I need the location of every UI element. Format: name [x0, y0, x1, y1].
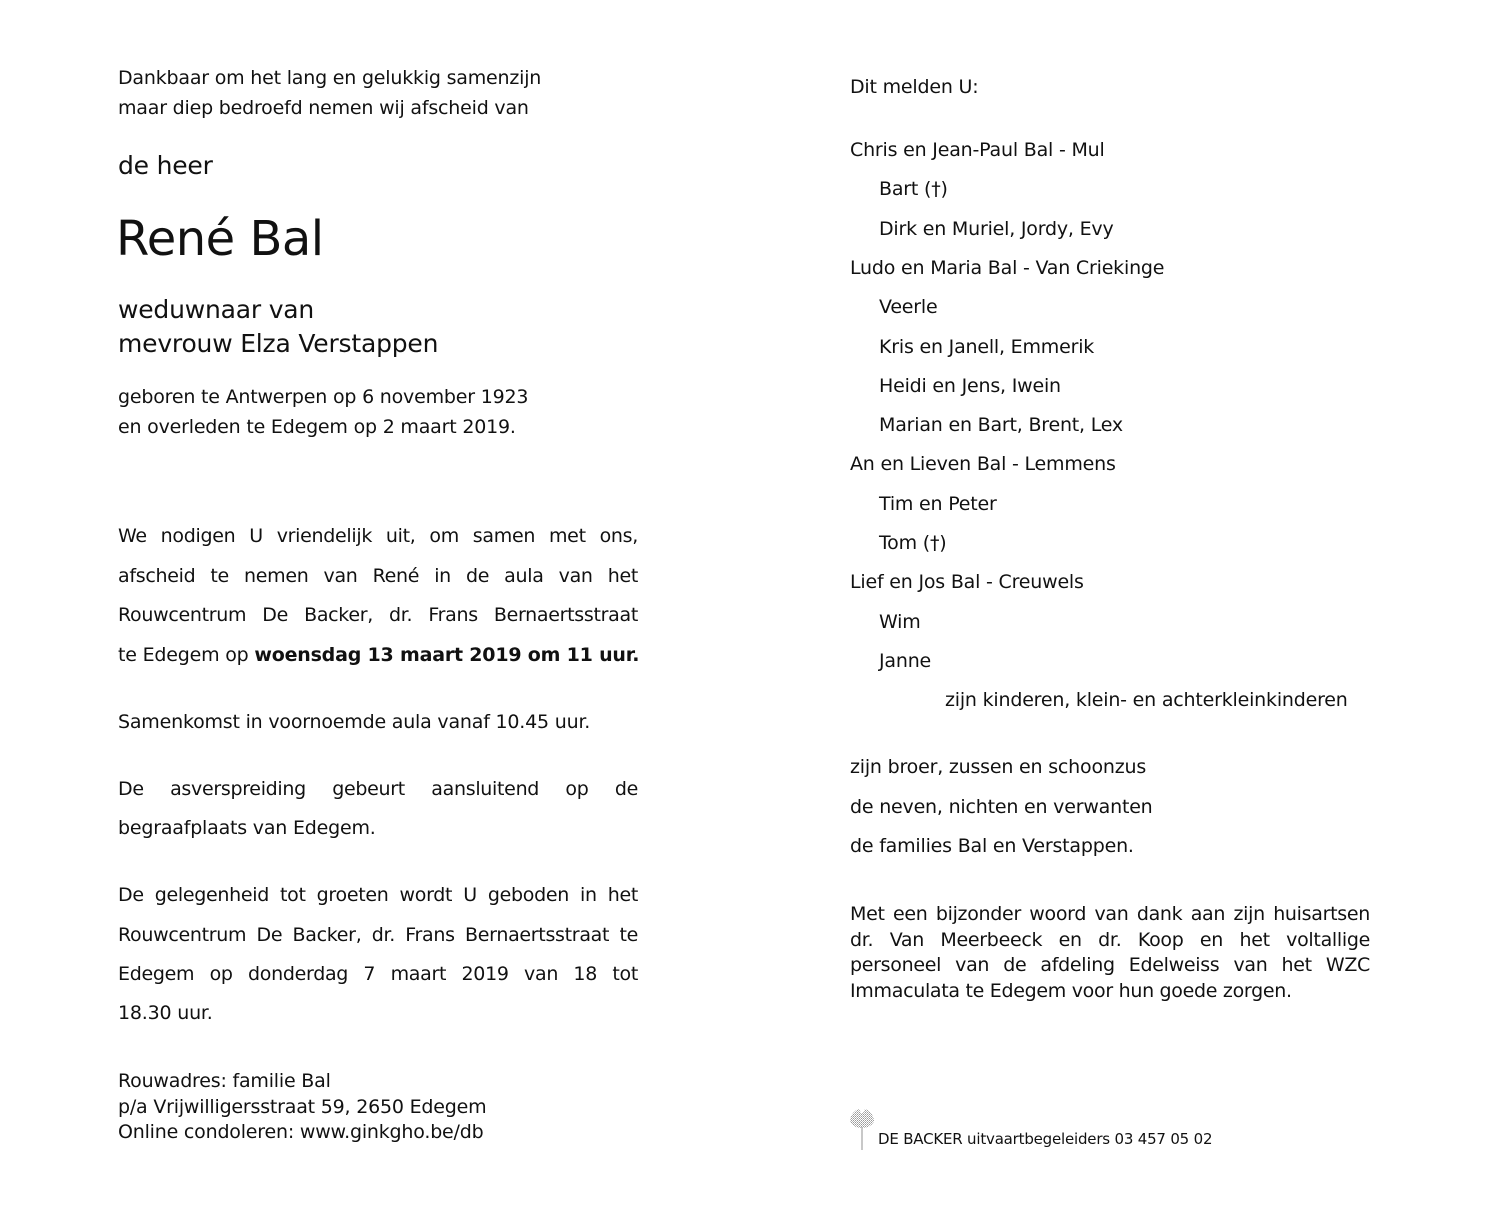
deceased-name: René Bal — [116, 211, 324, 267]
family-member-descendant: Veerle — [879, 296, 938, 318]
invitation-line-3: Rouwcentrum De Backer, dr. Frans Bernaertsstraat — [118, 604, 638, 626]
thanks-paragraph: Met een bijzonder woord van dank aan zijn huisartsen dr. Van Meerbeeck en dr. Koop en het voltallige personeel van de afdeling Edelweiss van het WZC Immaculata te Edegem voor hun goede zorgen. — [850, 903, 1370, 1002]
invitation-line-4 — [118, 644, 639, 666]
relatives-line-2: de neven, nichten en verwanten — [850, 796, 1153, 818]
family-member-descendant: Wim — [879, 611, 921, 633]
descendants-caption: zijn kinderen, klein- en achterkleinkinderen — [945, 689, 1348, 711]
ginkgo-leaf-icon — [849, 1108, 875, 1150]
birth-line: geboren te Antwerpen op 6 november 1923 — [118, 386, 529, 408]
invitation-line-1: We nodigen U vriendelijk uit, om samen met ons, — [118, 525, 638, 547]
intro-line-1: Dankbaar om het lang en gelukkig samenzijn — [118, 67, 542, 89]
family-member-descendant: Tom (†) — [879, 532, 947, 554]
contact-address-label: Rouwadres: familie Bal — [118, 1070, 331, 1092]
funeral-home-footer: DE BACKER uitvaartbegeleiders 03 457 05 02 — [878, 1130, 1213, 1148]
relatives-line-3: de families Bal en Verstappen. — [850, 835, 1134, 857]
family-member-descendant: Marian en Bart, Brent, Lex — [879, 414, 1123, 436]
visitation-line-1: De gelegenheid tot groeten wordt U geboden in het — [118, 884, 638, 906]
online-condolence-link[interactable]: Online condoleren: www.ginkgho.be/db — [118, 1121, 484, 1143]
family-member-descendant: Dirk en Muriel, Jordy, Evy — [879, 218, 1114, 240]
family-member-couple: Chris en Jean-Paul Bal - Mul — [850, 139, 1105, 161]
spouse-line-1: weduwnaar van — [118, 295, 315, 324]
family-member-couple: Ludo en Maria Bal - Van Criekinge — [850, 257, 1165, 279]
intro-line-2: maar diep bedroefd nemen wij afscheid van — [118, 97, 529, 119]
family-member-couple: An en Lieven Bal - Lemmens — [850, 453, 1116, 475]
spouse-line-2: mevrouw Elza Verstappen — [118, 329, 439, 358]
funeral-datetime: woensdag 13 maart 2019 om 11 uur. — [254, 644, 640, 666]
family-member-descendant: Tim en Peter — [879, 493, 997, 515]
visitation-line-2: Rouwcentrum De Backer, dr. Frans Bernaertsstraat te — [118, 924, 638, 946]
gathering-text: Samenkomst in voornoemde aula vanaf 10.45 uur. — [118, 711, 591, 733]
family-member-descendant: Bart (†) — [879, 178, 948, 200]
contact-address: p/a Vrijwilligersstraat 59, 2650 Edegem — [118, 1096, 487, 1118]
scattering-line-2: begraafplaats van Edegem. — [118, 817, 376, 839]
salutation: de heer — [118, 151, 213, 180]
family-member-descendant: Janne — [879, 650, 932, 672]
invitation-prefix: te Edegem op — [118, 644, 255, 666]
relatives-line-1: zijn broer, zussen en schoonzus — [850, 756, 1147, 778]
family-member-couple: Lief en Jos Bal - Creuwels — [850, 571, 1084, 593]
death-line: en overleden te Edegem op 2 maart 2019. — [118, 416, 516, 438]
announcers-heading: Dit melden U: — [850, 76, 979, 98]
scattering-line-1: De asverspreiding gebeurt aansluitend op de — [118, 778, 638, 800]
family-member-descendant: Heidi en Jens, Iwein — [879, 375, 1061, 397]
invitation-line-2: afscheid te nemen van René in de aula van het — [118, 565, 638, 587]
visitation-line-4: 18.30 uur. — [118, 1002, 213, 1024]
family-member-descendant: Kris en Janell, Emmerik — [879, 336, 1095, 358]
visitation-line-3: Edegem op donderdag 7 maart 2019 van 18 tot — [118, 963, 638, 985]
